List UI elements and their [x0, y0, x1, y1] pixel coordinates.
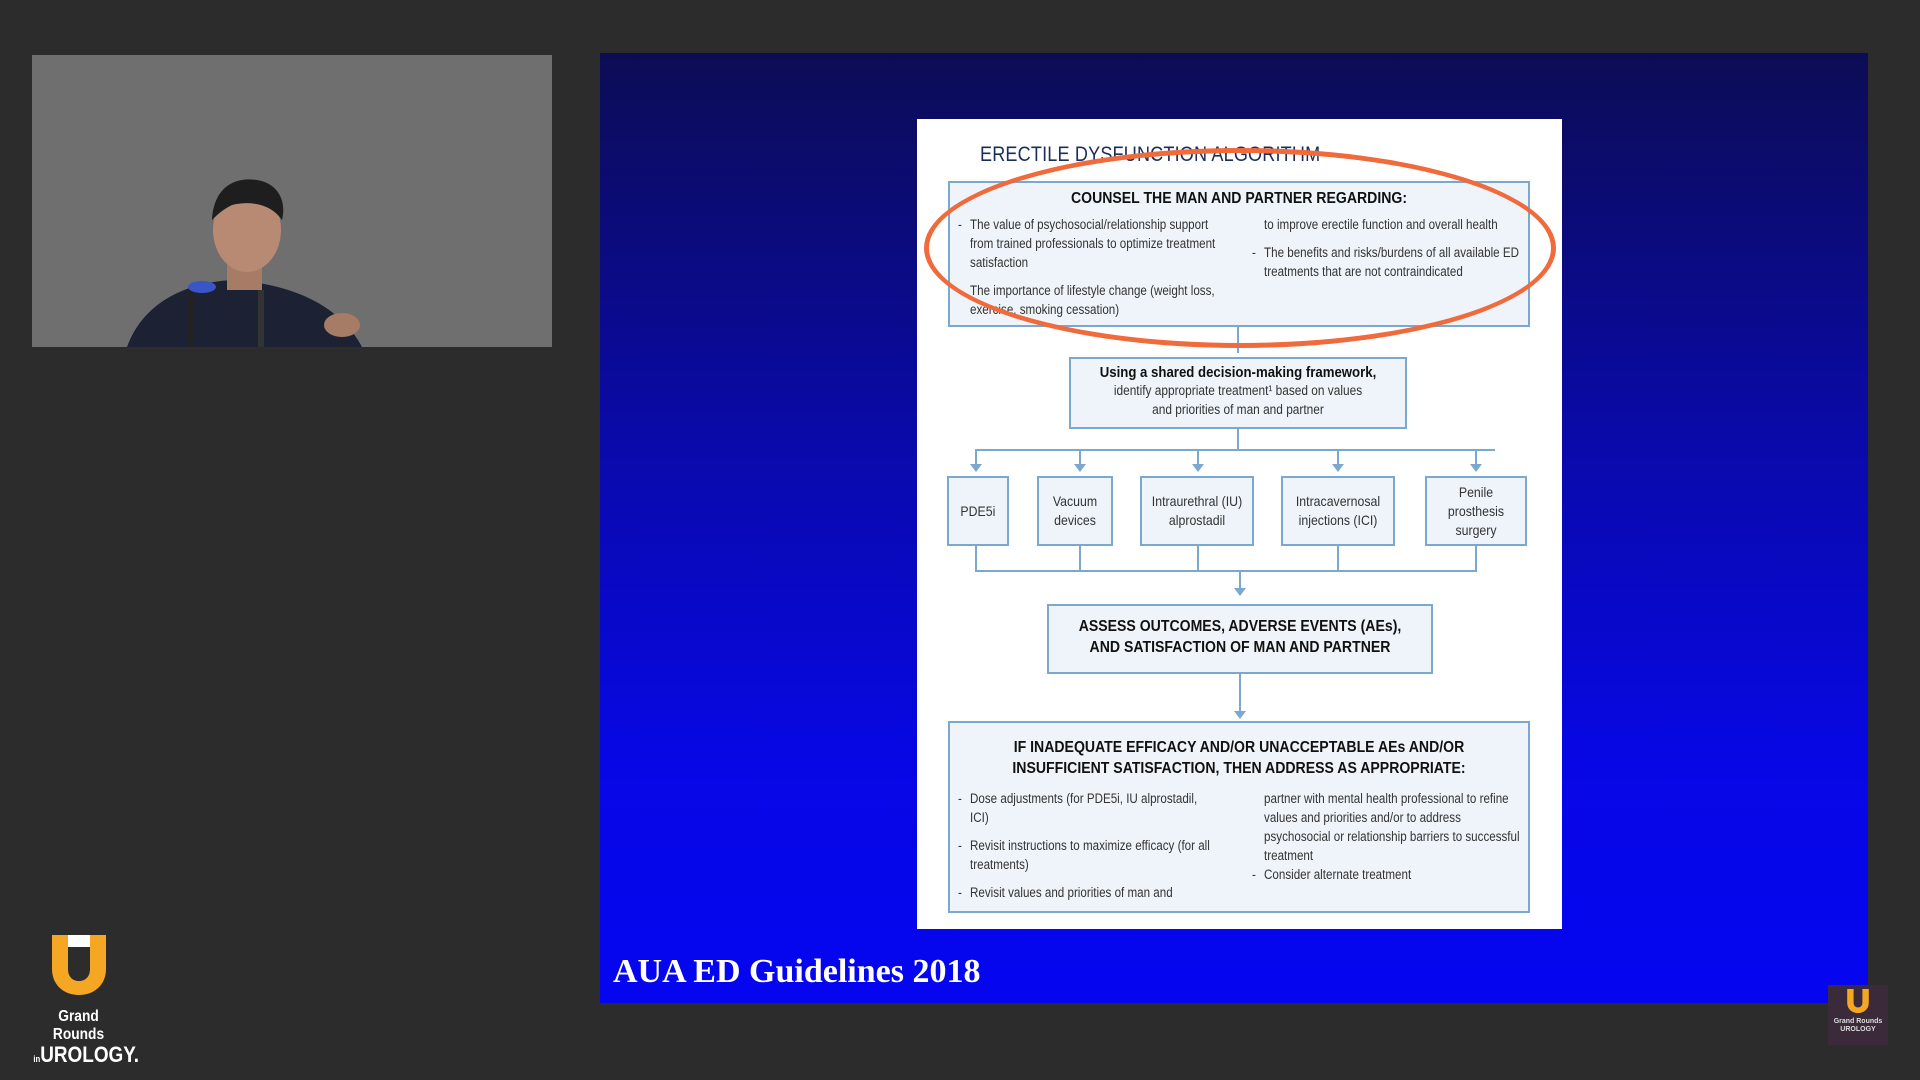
treatment-intraurethral: Intraurethral (IU) alprostadil	[1140, 476, 1254, 546]
grand-rounds-logo	[26, 935, 140, 1070]
speaker-image	[32, 55, 552, 347]
list-item: to improve erectile function and overall health	[1264, 217, 1498, 232]
counsel-left-list	[958, 215, 1216, 328]
algorithm-document	[917, 119, 1562, 929]
logo-line-2-text: UROLOGY.	[40, 1042, 140, 1067]
treatment-penile-prosthesis: Penile prosthesis surgery	[1425, 476, 1527, 546]
assess-line-2: AND SATISFACTION OF MAN AND PARTNER	[1089, 639, 1391, 656]
assess-line-1: ASSESS OUTCOMES, ADVERSE EVENTS (AEs),	[1078, 618, 1402, 635]
list-item: - Revisit values and priorities of man and	[958, 883, 1216, 902]
list-item: - Consider alternate treatment	[1252, 865, 1523, 884]
inadequate-right-list	[1252, 789, 1523, 893]
shared-decision-title: Using a shared decision-making framework,	[1099, 364, 1377, 381]
inadequate-box	[948, 721, 1530, 913]
list-item: - Revisit instructions to maximize efficacy (for all treatments)	[958, 836, 1216, 874]
assess-box	[1047, 604, 1433, 674]
list-item: - The value of psychosocial/relationship support from trained professionals to optimize treatment satisfaction	[958, 215, 1216, 272]
mini-logo-line-1: Grand Rounds	[1833, 1018, 1883, 1025]
inadequate-line-2: INSUFFICIENT SATISFACTION, THEN ADDRESS AS APPROPRIATE:	[1012, 760, 1466, 777]
list-item: partner with mental health professional to refine values and priorities and/or to address psychosocial or relationship barriers to successful treatment	[1264, 791, 1520, 863]
inadequate-left-list	[958, 789, 1216, 911]
counsel-right-list	[1252, 215, 1523, 290]
u-logo-icon	[1845, 989, 1871, 1013]
treatment-intracavernosal: Intracavernosal injections (ICI)	[1281, 476, 1395, 546]
logo-line-1: Grand Rounds	[52, 1008, 105, 1043]
speaker-video[interactable]	[32, 55, 552, 347]
list-item: - The importance of lifestyle change (weight loss, exercise, smoking cessation)	[958, 281, 1216, 319]
algorithm-heading: ERECTILE DYSFUNCTION ALGORITHM	[980, 143, 1321, 166]
logo-line-2-prefix: in	[33, 1054, 41, 1064]
list-item: - The benefits and risks/burdens of all available ED treatments that are not contraindicated	[1252, 243, 1523, 281]
logo-line-2	[33, 1042, 140, 1070]
treatment-pde5i: PDE5i	[947, 476, 1009, 546]
counsel-box	[948, 181, 1530, 327]
slide-title: AUA ED Guidelines 2018	[613, 953, 981, 990]
shared-decision-body: identify appropriate treatment¹ based on values and priorities of man and partner	[1113, 383, 1363, 417]
mini-logo-line-2: UROLOGY	[1840, 1026, 1876, 1033]
treatment-vacuum: Vacuum devices	[1037, 476, 1113, 546]
counsel-title: COUNSEL THE MAN AND PARTNER REGARDING:	[1070, 190, 1408, 207]
list-item: - Dose adjustments (for PDE5i, IU alprostadil, ICI)	[958, 789, 1216, 827]
mini-logo	[1828, 985, 1888, 1045]
inadequate-line-1: IF INADEQUATE EFFICACY AND/OR UNACCEPTABLE AEs AND/OR	[1013, 739, 1465, 756]
u-logo-icon	[48, 935, 110, 995]
shared-decision-box	[1069, 357, 1407, 429]
